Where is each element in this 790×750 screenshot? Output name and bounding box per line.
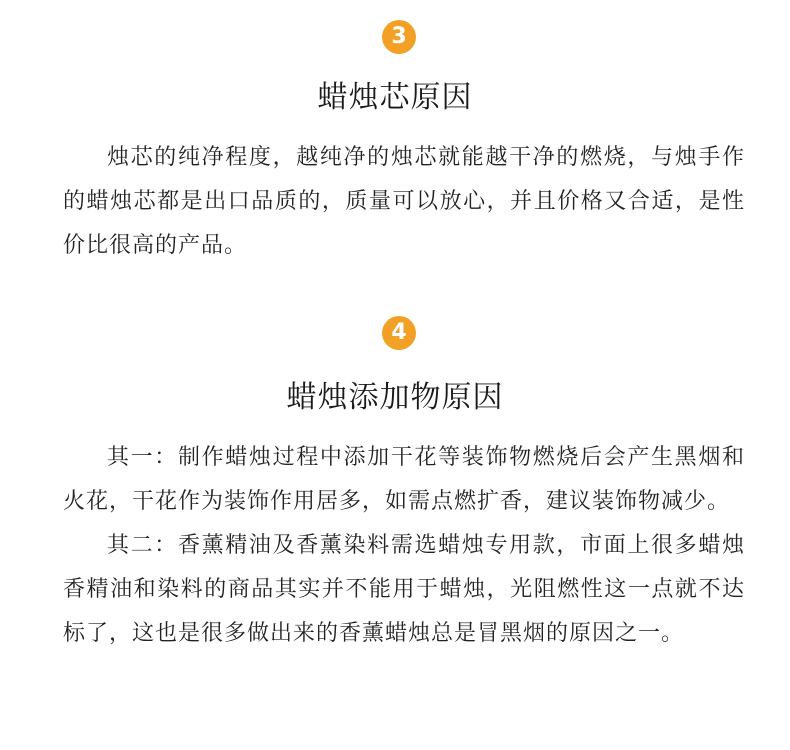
paragraph: 烛芯的纯净程度，越纯净的烛芯就能越干净的燃烧，与烛手作的蜡烛芯都是出口品质的，质量可以放心，并且价格又合适，是性价比很高的产品。 [63,145,745,258]
section-number-badge: 4 [382,316,416,350]
section-title: 蜡烛芯原因 [317,80,473,115]
paragraph: 其一：制作蜡烛过程中添加干花等装饰物燃烧后会产生黑烟和火花，干花作为装饰作用居多，如需点燃扩香，建议装饰物减少。 [63,445,745,514]
section-number-badge: 3 [382,20,416,54]
section-body [63,136,745,268]
paragraph: 其二：香薰精油及香薰染料需选蜡烛专用款，市面上很多蜡烛香精油和染料的商品其实并不能用于蜡烛，光阻燃性这一点就不达标了，这也是很多做出来的香薰蜡烛总是冒黑烟的原因之一。 [63,533,745,646]
section-wick-reason [0,0,790,300]
section-body [63,436,745,656]
section-title: 蜡烛添加物原因 [286,380,504,415]
section-additive-reason [0,300,790,750]
